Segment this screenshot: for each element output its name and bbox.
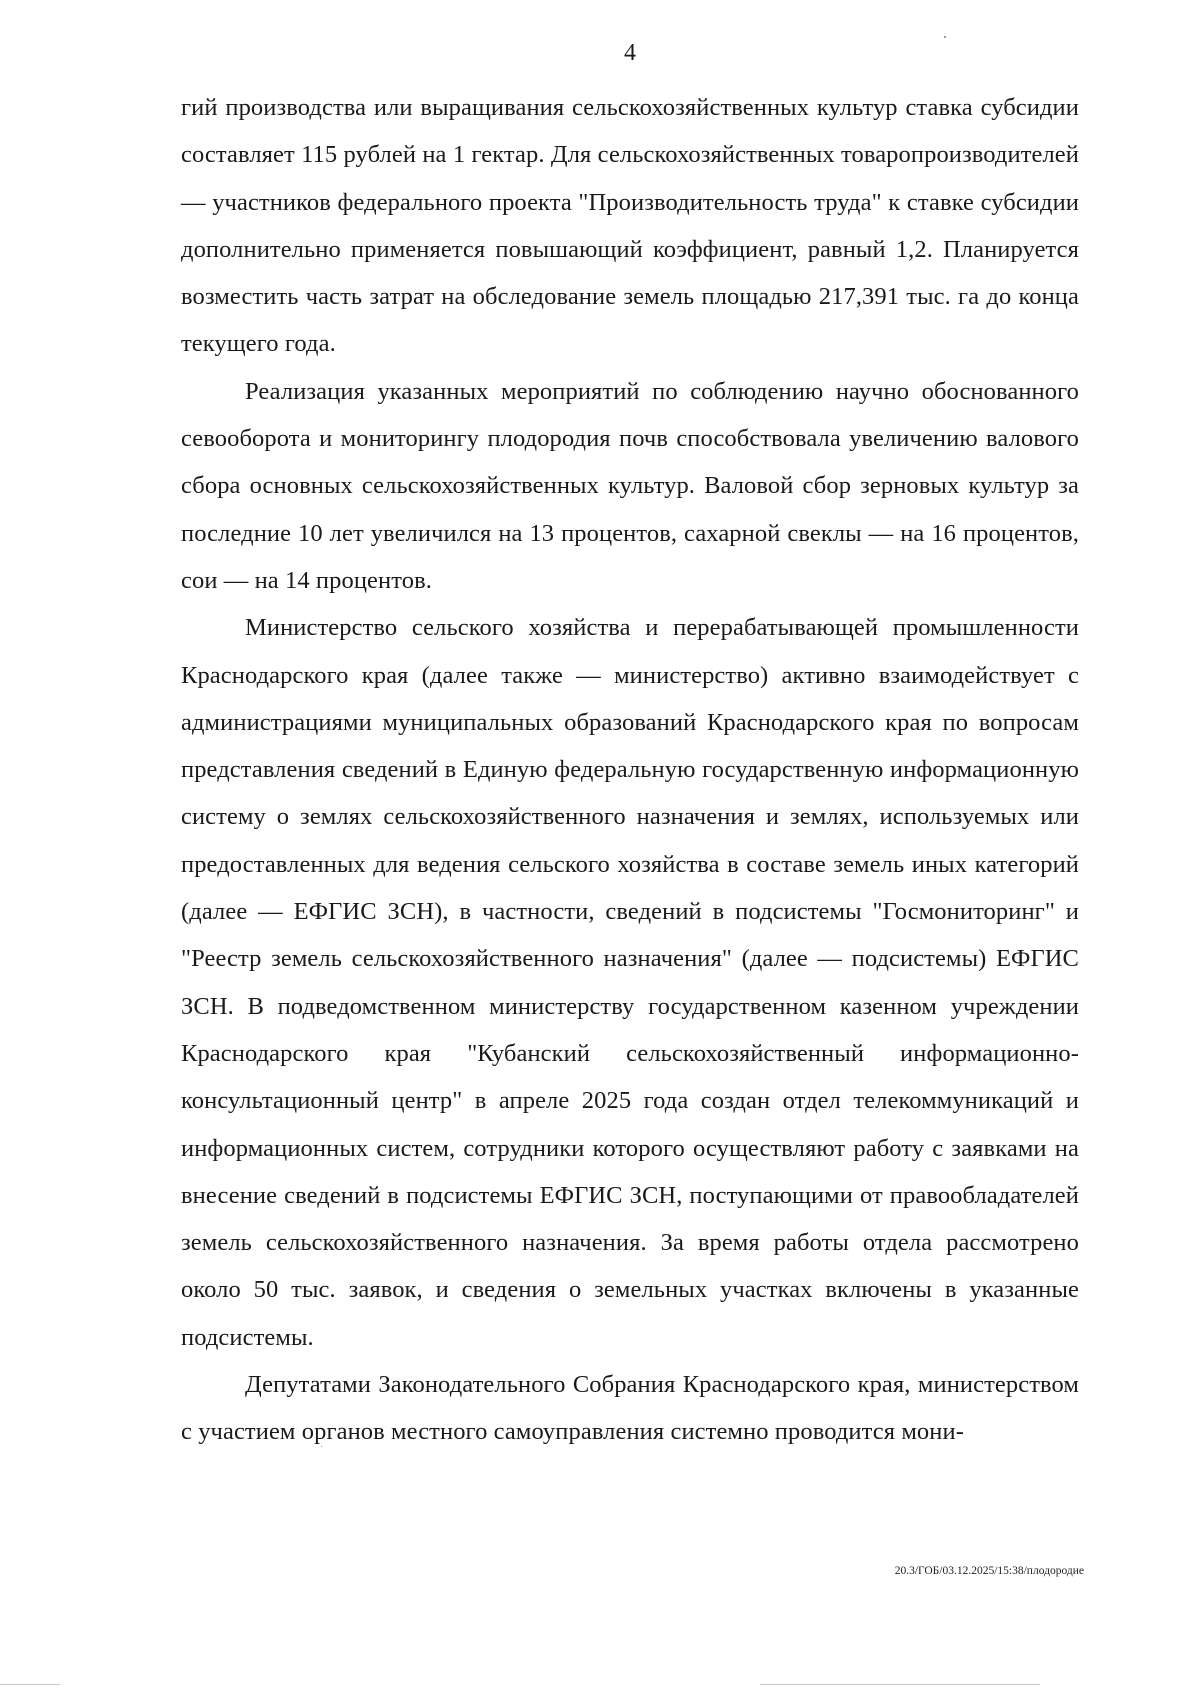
paragraph: Министерство сельского хозяйства и перерабатывающей промышленности Краснодарского края (далее также — министерство) активно взаимодействует с администрациями муниципальных образований Краснодарского края по вопросам представления сведений в Единую федеральную государственную информационную систему о землях сельскохозяйственного назначения и землях, используемых или предоставленных для ведения сельского хозяйства в составе земель иных категорий (далее — ЕФГИС ЗСН), в частности, сведений в подсистемы "Госмониторинг" и "Реестр земель сельскохозяйственного назначения" (далее — подсистемы) ЕФГИС ЗСН. В подведомственном министерству государственном казенном учреждении Краснодарского края "Кубанский сельскохозяйственный информационно-консультационный центр" в апреле 2025 года создан отдел телекоммуникаций и информационных систем, сотрудники которого осуществляют работу с заявками на внесение сведений в подсистемы ЕФГИС ЗСН, поступающими от правообладателей земель сельскохозяйственного назначения. За время работы отдела рассмотрено около 50 тыс. заявок, и сведения о земельных участках включены в указанные подсистемы. [181, 614, 1079, 1351]
paragraph-continuation: гий производства или выращивания сельскохозяйственных культур ставка субсидии составляет 115 рублей на 1 гектар. Для сельскохозяйственных товаропроизводителей — участников федерального проекта "Производительность труда" к ставке субсидии дополнительно применяется повышающий коэффициент, равный 1,2. Планируется возместить часть затрат на обследование земель площадью 217,391 тыс. га до конца текущего года. [181, 94, 1079, 358]
paragraph: Реализация указанных мероприятий по соблюдению научно обоснованного севооборота и мониторингу плодородия почв способствовала увеличению валового сбора основных сельскохозяйственных культур. Валовой сбор зерновых культур за последние 10 лет увеличился на 13 процентов, сахарной свеклы — на 16 процентов, сои — на 14 процентов. [181, 377, 1079, 594]
scan-edge-line [760, 1684, 1040, 1685]
document-body [181, 84, 1079, 1456]
footer-document-code: 20.3/ГОБ/03.12.2025/15:38/плодородие [894, 1565, 1084, 1577]
scan-speck [321, 1446, 322, 1447]
scan-speck [944, 36, 946, 38]
paragraph: Депутатами Законодательного Собрания Краснодарского края, министерством с участием органов местного самоуправления системно проводится мони- [181, 1371, 1079, 1446]
page-number: 4 [624, 40, 636, 66]
scan-edge-line [0, 1684, 60, 1685]
